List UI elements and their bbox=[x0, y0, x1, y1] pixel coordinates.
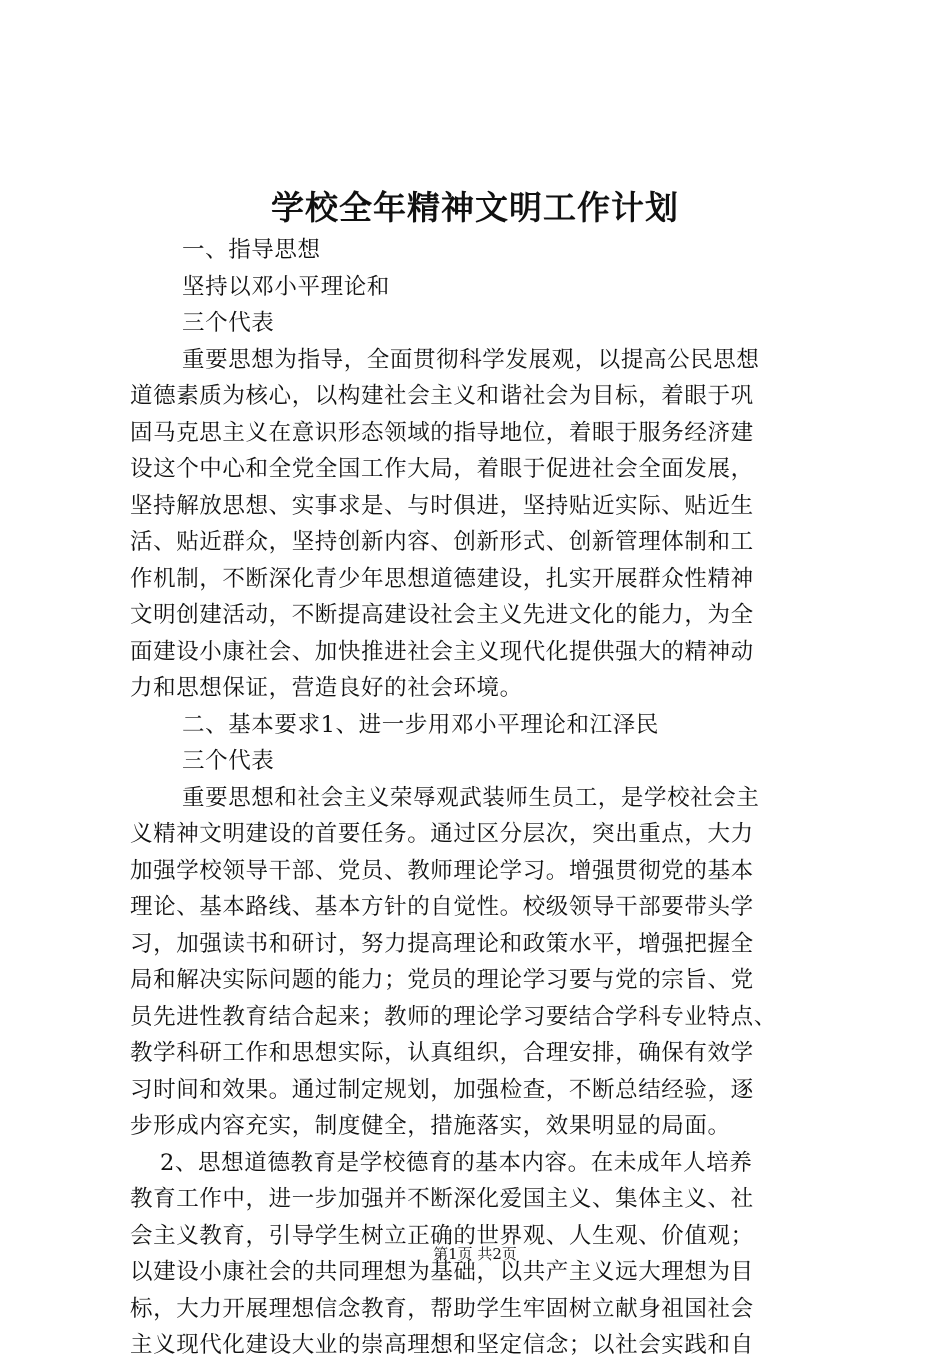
body-line: 面建设小康社会、加快推进社会主义现代化提供强大的精神动 bbox=[130, 638, 754, 665]
body-line: 三个代表 bbox=[182, 310, 275, 336]
body-line: 习时间和效果。通过制定规划，加强检查，不断总结经验，逐 bbox=[130, 1076, 754, 1103]
body-line: 坚持以邓小平理论和 bbox=[182, 273, 390, 300]
body-line: 重要思想为指导，全面贯彻科学发展观，以提高公民思想 bbox=[182, 346, 760, 373]
body-line: 重要思想和社会主义荣辱观武装师生员工，是学校社会主 bbox=[182, 784, 760, 811]
body-line: 坚持解放思想、实事求是、与时俱进，坚持贴近实际、贴近生 bbox=[130, 492, 754, 519]
document-title: 学校全年精神文明工作计划 bbox=[271, 188, 679, 227]
body-line: 标，大力开展理想信念教育，帮助学生牢固树立献身祖国社会 bbox=[130, 1295, 754, 1322]
body-line: 设这个中心和全党全国工作大局，着眼于促进社会全面发展， bbox=[130, 456, 754, 482]
body-line: 文明创建活动，不断提高建设社会主义先进文化的能力，为全 bbox=[130, 602, 754, 628]
body-line: 加强学校领导干部、党员、教师理论学习。增强贯彻党的基本 bbox=[130, 857, 754, 884]
body-line: 2、思想道德教育是学校德育的基本内容。在未成年人培养 bbox=[160, 1149, 753, 1176]
body-line: 以建设小康社会的共同理想为基础，以共产主义远大理想为目 bbox=[130, 1259, 754, 1285]
body-line: 步形成内容充实，制度健全，措施落实，效果明显的局面。 bbox=[130, 1113, 731, 1139]
body-line: 教学科研工作和思想实际，认真组织，合理安排，确保有效学 bbox=[130, 1040, 754, 1066]
body-line: 理论、基本路线、基本方针的自觉性。校级领导干部要带头学 bbox=[130, 894, 754, 920]
body-line: 主义现代化建设大业的崇高理想和坚定信念；以社会实践和自 bbox=[130, 1332, 754, 1358]
body-line: 员先进性教育结合起来；教师的理论学习要结合学科专业特点、 bbox=[130, 1003, 777, 1030]
body-line: 作机制，不断深化青少年思想道德建设，扎实开展群众性精神 bbox=[130, 565, 754, 592]
page-footer: 第1页 共2页 bbox=[433, 1245, 517, 1263]
body-line: 力和思想保证，营造良好的社会环境。 bbox=[130, 675, 523, 701]
body-line: 道德素质为核心，以构建社会主义和谐社会为目标，着眼于巩 bbox=[130, 383, 754, 409]
body-line: 二、基本要求1、进一步用邓小平理论和江泽民 bbox=[182, 711, 659, 738]
body-line: 会主义教育，引导学生树立正确的世界观、人生观、价值观； bbox=[130, 1222, 754, 1249]
body-line: 三个代表 bbox=[182, 748, 275, 774]
body-line: 局和解决实际问题的能力；党员的理论学习要与党的宗旨、党 bbox=[130, 967, 754, 993]
body-line: 固马克思主义在意识形态领域的指导地位，着眼于服务经济建 bbox=[130, 419, 754, 446]
document-body bbox=[130, 232, 830, 1364]
body-line: 活、贴近群众，坚持创新内容、创新形式、创新管理体制和工 bbox=[130, 529, 754, 555]
body-line: 义精神文明建设的首要任务。通过区分层次，突出重点，大力 bbox=[130, 821, 754, 847]
body-line: 教育工作中，进一步加强并不断深化爱国主义、集体主义、社 bbox=[130, 1186, 754, 1212]
body-line: 习，加强读书和研讨，努力提高理论和政策水平，增强把握全 bbox=[130, 930, 754, 957]
body-line: 一、指导思想 bbox=[182, 237, 321, 263]
